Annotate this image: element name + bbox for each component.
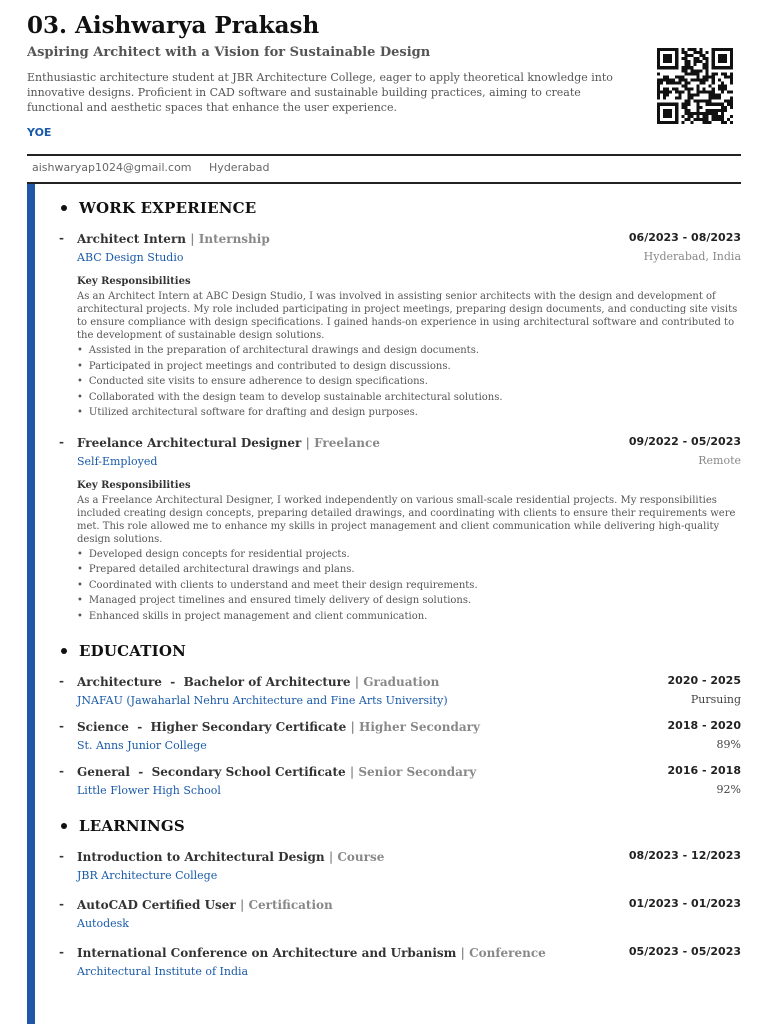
section-title: WORK EXPERIENCE	[79, 199, 257, 217]
list-item: • Utilized architectural software for drafting and design purposes.	[77, 405, 741, 421]
learning-dates: 08/2023 - 12/2023	[628, 849, 741, 862]
responsibilities	[77, 480, 741, 625]
issuer-name[interactable]: JBR Architecture College	[77, 869, 218, 882]
list-item: • Conducted site visits to ensure adherence to design specifications.	[77, 374, 741, 390]
resume-body	[57, 199, 741, 994]
divider-top	[27, 154, 741, 156]
institution-name[interactable]: St. Anns Junior College	[77, 739, 207, 752]
list-item: • Assisted in the preparation of architectural drawings and design documents.	[77, 343, 741, 359]
learning-type: Course	[337, 850, 385, 864]
entry-title: International Conference on Architecture and Urbanism | Conference	[77, 946, 546, 960]
learning-type: Certification	[248, 898, 333, 912]
degree-name: Secondary School Certificate	[151, 765, 346, 779]
headline: Aspiring Architect with a Vision for Sustainable Design	[27, 45, 431, 60]
dash-icon: -	[59, 231, 64, 245]
list-item: • Enhanced skills in project management and client communication.	[77, 609, 741, 625]
education-result: Pursuing	[690, 693, 741, 706]
degree-level: Graduation	[363, 675, 440, 689]
learning-name: International Conference on Architecture and Urbanism	[77, 946, 457, 960]
job-role: Architect Intern	[77, 232, 186, 246]
entry-title: General - Secondary School Certificate | Senior Secondary	[77, 765, 477, 779]
institution-name[interactable]: JNAFAU (Jawaharlal Nehru Architecture and Fine Arts University)	[77, 694, 448, 707]
dash-icon: -	[59, 434, 64, 449]
responsibilities-description: As a Freelance Architectural Designer, I worked independently on various small-scale residential projects. My responsibilities included creating design concepts, preparing detailed drawings, and coordinating with clients to ensure their requirements were met. This role allowed me to enhance my skills in project management and client communication while delivering high-quality design solutions.	[77, 494, 736, 545]
section-heading	[57, 817, 741, 835]
bullet-icon	[61, 648, 67, 654]
work-experience-section	[57, 199, 741, 624]
qr-code-icon	[655, 48, 735, 124]
education-dates: 2018 - 2020	[667, 719, 741, 732]
job-dates: 09/2022 - 05/2023	[628, 434, 741, 448]
learning-dates: 01/2023 - 01/2023	[628, 897, 741, 910]
field-of-study: General	[77, 765, 130, 779]
learning-dates: 05/2023 - 05/2023	[628, 945, 741, 958]
divider-bottom	[27, 182, 741, 184]
yoe-link[interactable]: YOE	[27, 126, 52, 139]
email-link[interactable]: aishwaryap1024@gmail.com	[32, 161, 192, 174]
learning-name: Introduction to Architectural Design	[77, 850, 325, 864]
job-dates: 06/2023 - 08/2023	[628, 231, 741, 244]
entry-title: Architect Intern | Internship	[77, 232, 270, 246]
degree-name: Bachelor of Architecture	[183, 675, 351, 689]
learning-type: Conference	[469, 946, 546, 960]
bullet-icon	[61, 205, 67, 211]
company-name[interactable]: Self-Employed	[77, 454, 158, 468]
dash-icon: -	[59, 945, 64, 959]
issuer-name[interactable]: Autodesk	[77, 917, 129, 930]
education-entry	[57, 719, 741, 754]
list-item: • Prepared detailed architectural drawings and plans.	[77, 562, 741, 578]
education-result: 92%	[716, 783, 741, 796]
issuer-name[interactable]: Architectural Institute of India	[77, 965, 249, 978]
education-entry	[57, 674, 741, 709]
degree-name: Higher Secondary Certificate	[150, 720, 347, 734]
dash-icon: -	[59, 674, 64, 688]
entry-title: Freelance Architectural Designer | Freelance	[77, 435, 380, 450]
education-dates: 2020 - 2025	[667, 674, 741, 687]
responsibilities	[77, 276, 741, 421]
learning-name: AutoCAD Certified User	[77, 898, 236, 912]
learning-entry	[57, 849, 741, 884]
profile-summary: Enthusiastic architecture student at JBR Architecture College, eager to apply theoretical knowledge into innovative designs. Proficient in CAD software and sustainable building practices, aiming to create functional and aesthetic spaces that enhance the user experience.	[27, 71, 613, 114]
work-entry	[57, 231, 741, 421]
section-heading	[57, 642, 741, 660]
degree-level: Higher Secondary	[359, 720, 480, 734]
responsibilities-title: Key Responsibilities	[77, 479, 191, 491]
candidate-name: 03. Aishwarya Prakash	[27, 12, 320, 39]
bullet-icon	[61, 823, 67, 829]
responsibilities-title: Key Responsibilities	[77, 276, 191, 287]
education-entry	[57, 764, 741, 799]
entry-title: AutoCAD Certified User | Certification	[77, 898, 333, 912]
entry-title: Science - Higher Secondary Certificate | Higher Secondary	[77, 720, 480, 734]
education-result: 89%	[716, 738, 741, 751]
section-heading	[57, 199, 741, 217]
education-dates: 2016 - 2018	[667, 764, 741, 777]
degree-level: Senior Secondary	[358, 765, 477, 779]
job-role: Freelance Architectural Designer	[77, 435, 302, 450]
job-location: Hyderabad, India	[643, 250, 741, 263]
dash-icon: -	[59, 764, 64, 778]
list-item: • Coordinated with clients to understand and meet their design requirements.	[77, 578, 741, 594]
contact-bar	[32, 161, 284, 174]
entry-title: Architecture - Bachelor of Architecture | Graduation	[77, 675, 440, 689]
list-item: • Participated in project meetings and contributed to design discussions.	[77, 359, 741, 375]
company-name[interactable]: ABC Design Studio	[77, 251, 184, 264]
section-title: EDUCATION	[79, 642, 187, 660]
education-section	[57, 642, 741, 799]
learnings-section	[57, 817, 741, 980]
work-entry	[57, 435, 741, 625]
location-text: Hyderabad	[209, 161, 270, 174]
learning-entry	[57, 945, 741, 980]
dash-icon: -	[59, 719, 64, 733]
section-title: LEARNINGS	[79, 817, 185, 835]
job-location: Remote	[698, 453, 741, 467]
accent-sidebar	[27, 184, 35, 1024]
list-item: • Developed design concepts for residential projects.	[77, 547, 741, 563]
job-type: Freelance	[314, 435, 380, 450]
dash-icon: -	[59, 849, 64, 863]
entry-title: Introduction to Architectural Design | Course	[77, 850, 385, 864]
institution-name[interactable]: Little Flower High School	[77, 784, 221, 797]
field-of-study: Science	[77, 720, 129, 734]
responsibilities-list	[77, 343, 741, 421]
dash-icon: -	[59, 897, 64, 911]
learning-entry	[57, 897, 741, 932]
job-type: Internship	[198, 232, 270, 246]
list-item: • Managed project timelines and ensured timely delivery of design solutions.	[77, 593, 741, 609]
list-item: • Collaborated with the design team to develop sustainable architectural solutions.	[77, 390, 741, 406]
responsibilities-description: As an Architect Intern at ABC Design Studio, I was involved in assisting senior architects with the design and development of architectural projects. My role included participating in project meetings, preparing design documents, and conducting site visits to ensure compliance with design specifications. I gained hands-on experience in using architectural software and contributed to the development of sustainable design solutions.	[77, 291, 738, 341]
responsibilities-list	[77, 547, 741, 625]
field-of-study: Architecture	[77, 675, 162, 689]
